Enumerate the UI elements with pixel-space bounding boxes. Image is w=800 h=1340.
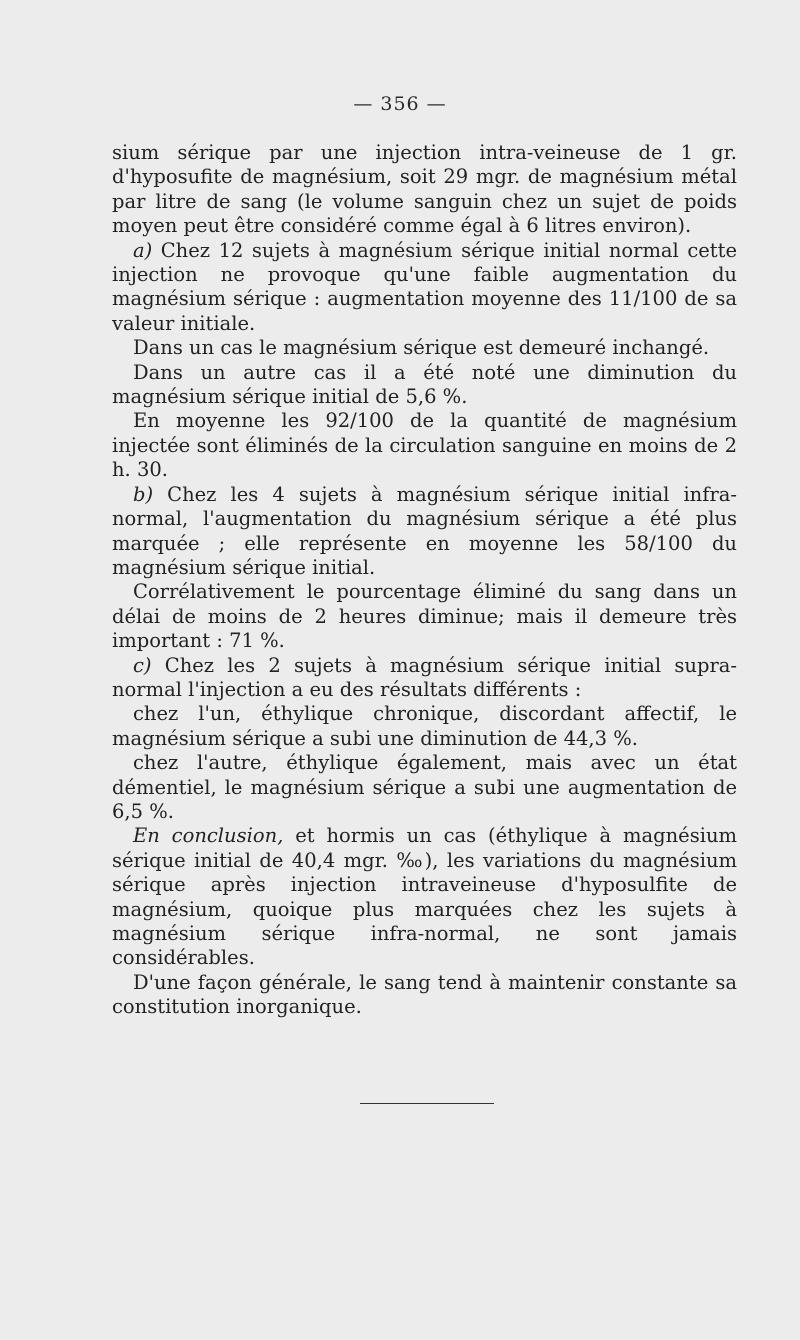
paragraph-label: b) [133,482,154,506]
paragraph-text: chez l'autre, éthylique également, mais avec un état démentiel, le magnésium sérique a subi une augmentation de 6,5 %. [112,751,737,823]
page-number: — 356 — [353,93,447,115]
paragraph-text: Dans un autre cas il a été noté une diminution du magnésium sérique initial de 5,6 %. [112,360,737,409]
paragraph-label: En conclusion, [133,824,284,848]
paragraph [112,702,737,751]
paragraph-text: chez l'un, éthylique chronique, discordant affectif, le magnésium sérique a subi une diminution de 44,3 %. [112,702,737,750]
paragraph [112,336,737,360]
paragraph [112,483,737,581]
paragraph-text: Chez les 4 sujets à magnésium sérique initial infra-normal, l'augmentation du magnésium sérique a été plus marquée ; elle représente en moyenne les 58/100 du magnésium sérique initial. [112,482,737,579]
body-text [112,141,737,1020]
paragraph [112,654,737,703]
paragraph-text: En moyenne les 92/100 de la quantité de magnésium injectée sont éliminés de la circulation sanguine en moins de 2 h. 30. [112,409,737,482]
paragraph [112,409,737,482]
paragraph-text: Corrélativement le pourcentage éliminé du sang dans un délai de moins de 2 heures diminue; mais il demeure très important : 71 %. [112,580,737,653]
paragraph-text: sium sérique par une injection intra-veineuse de 1 gr. d'hyposufite de magnésium, soit 29 mgr. de magnésium métal par litre de sang (le volume sanguin chez un sujet de poids moyen peut être considéré comme égal à 6 litres environ). [112,141,737,238]
end-rule [360,1103,494,1104]
paragraph-label: a) [133,238,153,262]
paragraph [112,971,737,1020]
paragraph-label: c) [133,653,152,677]
paragraph-text: Chez les 2 sujets à magnésium sérique initial supra-normal l'injection a eu des résultats différents : [112,653,737,701]
paragraph [112,239,737,337]
paragraph-text: Chez 12 sujets à magnésium sérique initial normal cette injection ne provoque qu'une faible augmentation du magnésium sérique : augmentation moyenne des 11/100 de sa valeur initiale. [112,238,737,335]
paragraph [112,824,737,970]
paragraph [112,751,737,824]
paragraph-text: D'une façon générale, le sang tend à maintenir constante sa constitution inorganique. [112,970,737,1019]
paragraph [112,361,737,410]
paragraph [112,141,737,239]
paragraph [112,580,737,653]
paragraph-text: et hormis un cas (éthylique à magnésium sérique initial de 40,4 mgr. ‰), les variations du magnésium sérique après injection intraveineuse d'hyposulfite de magnésium, quoique plus marquées chez les sujets à magnésium sérique infra-normal, ne sont jamais considérables. [112,824,738,970]
paragraph-text: Dans un cas le magnésium sérique est demeuré inchangé. [133,336,710,360]
